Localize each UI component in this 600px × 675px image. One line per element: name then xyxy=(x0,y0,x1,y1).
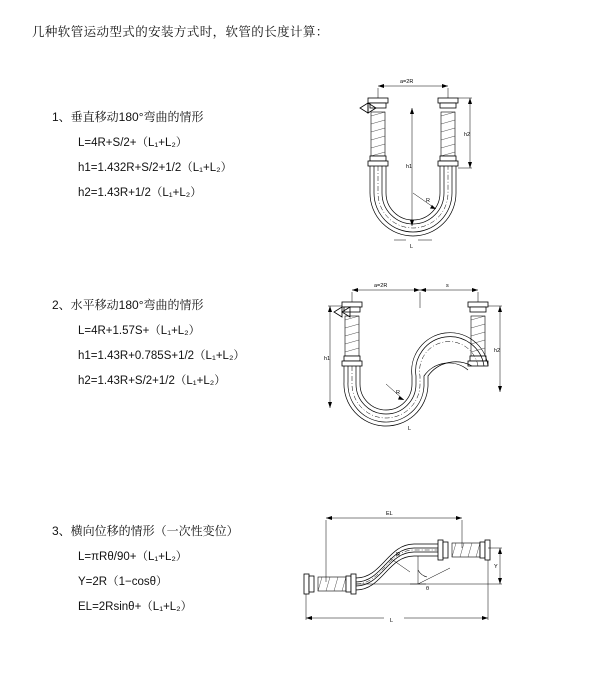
fig3-top-dim-label: EL xyxy=(386,511,393,517)
fig2-right-dim-label: h2 xyxy=(494,348,501,354)
section-1-diagram xyxy=(300,68,500,268)
fig2-top-dim2-label: s xyxy=(446,283,449,289)
fig1-bottom-label: L xyxy=(410,244,414,250)
section-3-diagram xyxy=(290,498,510,638)
section-2-title: 2、水平移动180°弯曲的情形 xyxy=(52,298,204,312)
section-1-formula-3: h2=1.43R+1/2（L₁+L₂） xyxy=(78,187,202,199)
fig2-left-dim-label: h1 xyxy=(324,356,331,362)
fig1-mid-dim-label: h1 xyxy=(406,164,413,170)
fig1-top-dim-label: a=2R xyxy=(400,79,414,85)
section-2-diagram xyxy=(300,272,510,452)
fig2-radius-label: R xyxy=(396,390,400,396)
fig3-angle-label: θ xyxy=(426,586,430,592)
section-2-formula-3: h2=1.43R+S/2+1/2（L₁+L₂） xyxy=(78,375,226,387)
section-3-formula-1: L=πRθ/90+（L₁+L₂） xyxy=(78,551,188,563)
section-3-formula-2: Y=2R（1−cosθ） xyxy=(78,576,168,588)
fig2-bottom-label: L xyxy=(408,426,412,432)
section-3-text xyxy=(52,522,322,614)
section-2-text xyxy=(52,296,322,388)
section-1-title: 1、垂直移动180°弯曲的情形 xyxy=(52,110,204,124)
fig3-radius-label: R xyxy=(396,552,400,558)
section-2-formula-1: L=4R+1.57S+（L₁+L₂） xyxy=(78,325,201,337)
page-title: 几种软管运动型式的安装方式时，软管的长度计算： xyxy=(32,25,329,39)
fig1-right-dim-label: h2 xyxy=(464,132,471,138)
fig2-top-dim-label: a=2R xyxy=(374,283,388,289)
section-2-formula-2: h1=1.43R+0.785S+1/2（L₁+L₂） xyxy=(78,350,245,362)
fig3-bottom-label: L xyxy=(390,618,394,624)
fig3-right-dim-label: Y xyxy=(494,564,498,570)
section-3-title: 3、横向位移的情形（一次性变位） xyxy=(52,524,239,538)
fig1-radius-label: R xyxy=(426,198,430,204)
section-1-formula-2: h1=1.432R+S/2+1/2（L₁+L₂） xyxy=(78,162,233,174)
section-3-formula-3: EL=2Rsinθ+（L₁+L₂） xyxy=(78,601,193,613)
section-1-formula-1: L=4R+S/2+（L₁+L₂） xyxy=(78,137,188,149)
section-1-text xyxy=(52,108,322,200)
